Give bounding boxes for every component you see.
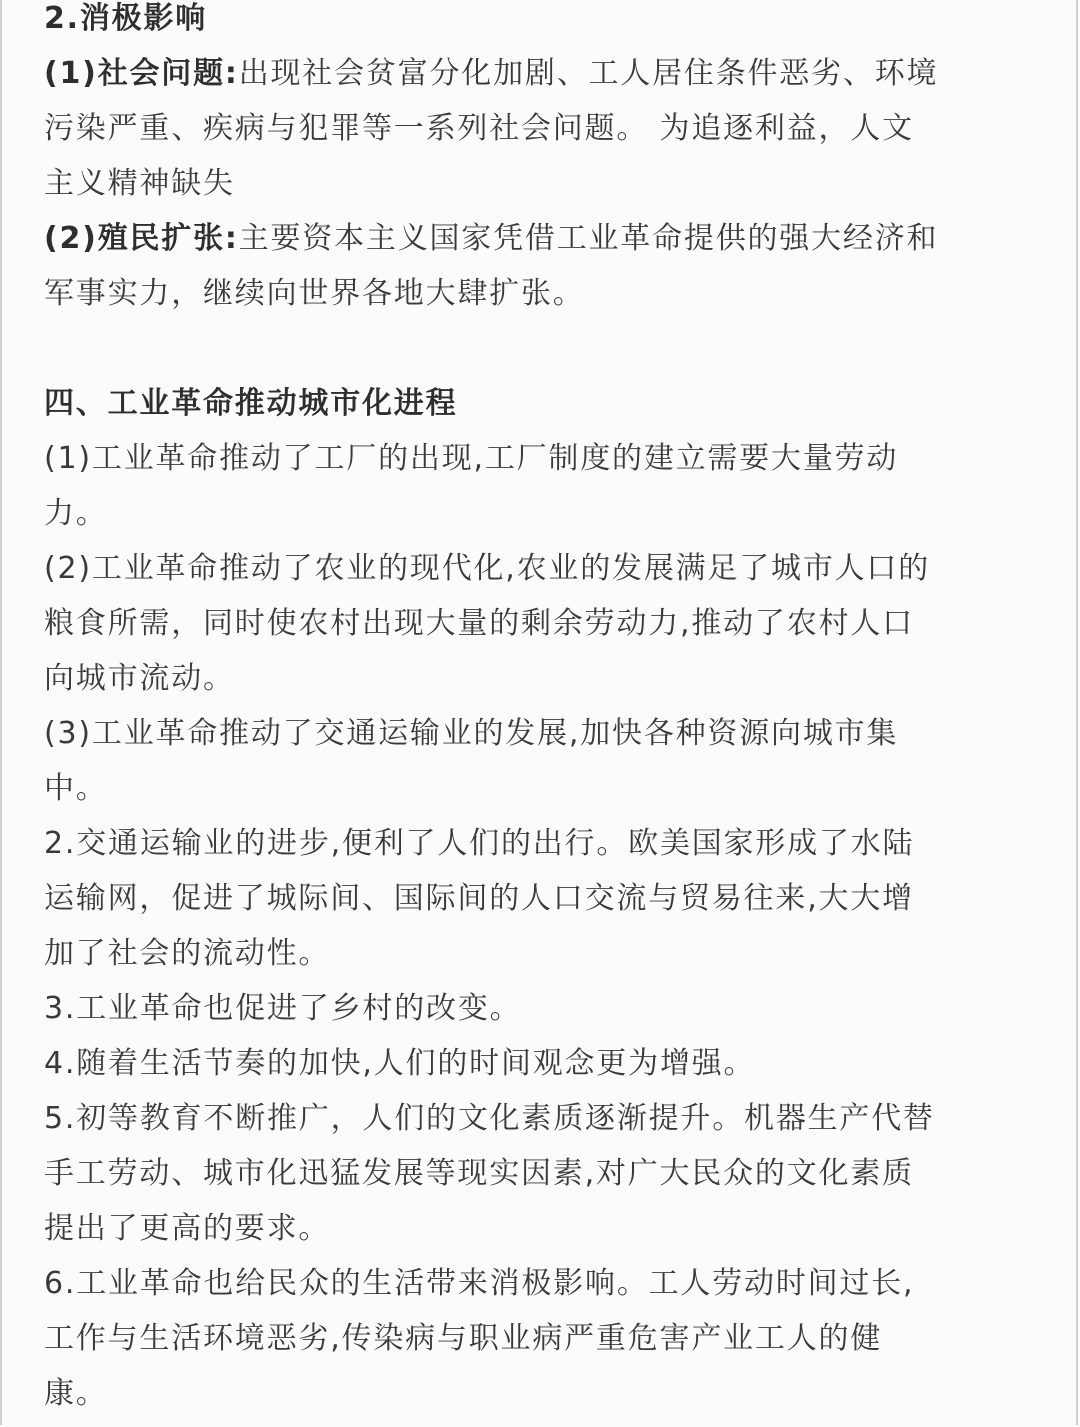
text-line: 向城市流动。 xyxy=(44,661,235,696)
text-line: 2.交通运输业的进步,便利了人们的出行。欧美国家形成了水陆 xyxy=(44,826,915,861)
text-line: (1)工业革命推动了工厂的出现,工厂制度的建立需要大量劳动 xyxy=(44,441,899,476)
text-line: 中。 xyxy=(44,771,108,806)
paragraph-colonial-expansion-line-2: 军事实力，继续向世界各地大肆扩张。 xyxy=(44,276,585,311)
text-colonial-expansion-1: 主要资本主义国家凭借工业革命提供的强大经济和 xyxy=(238,221,939,256)
text-line: 运输网，促进了城际间、国际间的人口交流与贸易往来,大大增 xyxy=(44,881,914,916)
text-line: 5.初等教育不断推广，人们的文化素质逐渐提升。机器生产代替 xyxy=(44,1101,935,1136)
heading-section-four: 四、工业革命推动城市化进程 xyxy=(44,386,458,421)
text-line: 6.工业革命也给民众的生活带来消极影响。工人劳动时间过长, xyxy=(44,1266,915,1301)
text-line: 康。 xyxy=(44,1376,108,1411)
text-line: 粮食所需，同时使农村出现大量的剩余劳动力,推动了农村人口 xyxy=(44,606,914,641)
paragraph-colonial-expansion-line-1 xyxy=(44,211,938,266)
text-line: 手工劳动、城市化迅猛发展等现实因素,对广大民众的文化素质 xyxy=(44,1156,914,1191)
text-line: 力。 xyxy=(44,496,108,531)
text-line: 提出了更高的要求。 xyxy=(44,1211,331,1246)
text-social-issues-1: 出现社会贫富分化加剧、工人居住条件恶劣、环境 xyxy=(238,56,939,91)
paragraph-social-issues-line-1 xyxy=(44,46,938,101)
text-line: 4.随着生活节奏的加快,人们的时间观念更为增强。 xyxy=(44,1046,756,1081)
paragraph-social-issues-line-3: 主义精神缺失 xyxy=(44,166,235,201)
label-colonial-expansion: (2)殖民扩张: xyxy=(44,221,239,256)
paragraph-social-issues-line-2: 污染严重、疾病与犯罪等一系列社会问题。 为追逐利益，人文 xyxy=(44,111,914,146)
text-line: (3)工业革命推动了交通运输业的发展,加快各种资源向城市集 xyxy=(44,716,899,751)
text-line: (2)工业革命推动了农业的现代化,农业的发展满足了城市人口的 xyxy=(44,551,931,586)
text-line: 加了社会的流动性。 xyxy=(44,936,331,971)
heading-negative-impact: 2.消极影响 xyxy=(44,1,208,36)
label-social-issues: (1)社会问题: xyxy=(44,56,239,91)
text-line: 3.工业革命也促进了乡村的改变。 xyxy=(44,991,522,1026)
text-line: 工作与生活环境恶劣,传染病与职业病严重危害产业工人的健 xyxy=(44,1321,883,1356)
